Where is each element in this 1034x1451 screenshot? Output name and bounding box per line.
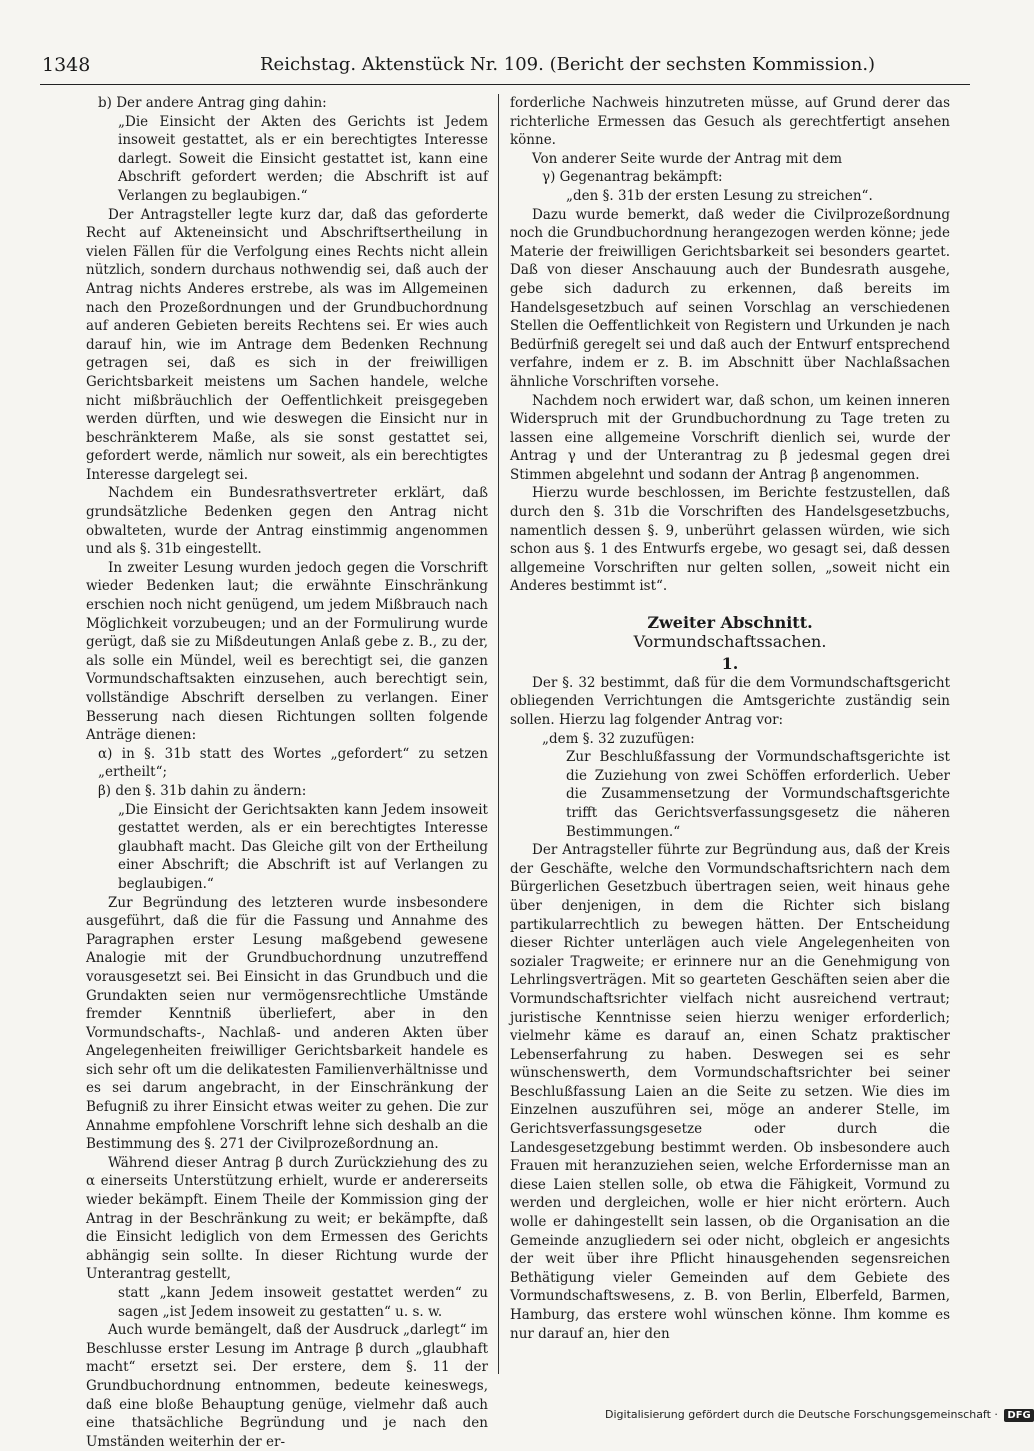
right-column-paragraph: forderliche Nachweis hinzutreten müsse, auf Grund derer das richterliche Ermessen das Gesuch als gerechtfertigt ansehen könne. <box>510 95 950 149</box>
right-column-paragraph: Dazu wurde bemerkt, daß weder die Civilprozeßordnung noch die Grundbuchordnung herangezogen werden könne; jede Materie der freiwilligen Gerichtsbarkeit sei besonders geartet. Daß von dieser Anschauung auch der Bundesrath ausgehe, gebe sich dadurch zu erkennen, daß bereits im Handelsgesetzbuch auf seinen Vorschlag an verschiedenen Stellen die Oeffentlichkeit von Registern und Urkunden je nach Bedürfniß geregelt sei und daß auch der Entwurf entsprechend verfahre, indem er z. B. im Abschnitt über Nachlaßsachen ähnliche Vorschriften vorsehe. <box>510 206 950 390</box>
left-column-paragraph: statt „kann Jedem insoweit gestattet werden“ zu sagen „ist Jedem insoweit zu gestatten“ u. s. w. <box>118 1285 488 1320</box>
right-column-paragraph: „dem §. 32 zuzufügen: <box>542 730 695 747</box>
footer-credit <box>605 1408 1034 1422</box>
left-column-paragraph: „Die Einsicht der Akten des Gerichts ist Jedem insoweit gestattet, als er ein berechtigtes Interesse darlegt. Soweit die Einsicht gestattet ist, kann eine Abschrift gefordert werden; die Abschrift ist auf Verlangen zu beglaubigen.“ <box>118 113 488 204</box>
left-column-paragraph: Auch wurde bemängelt, daß der Ausdruck „darlegt“ im Beschlusse erster Lesung im Antrage β durch „glaubhaft macht“ ersetzt sei. Der erstere, dem §. 11 der Grundbuchordnung entnommen, bedeute keineswegs, daß eine bloße Behauptung genüge, vielmehr daß auch eine thatsächliche Begründung und je nach den Umständen weiterhin der er- <box>86 1322 488 1450</box>
right-column-paragraph: Hierzu wurde beschlossen, im Berichte festzustellen, daß durch den §. 31b die Vorschriften des Handelsgesetzbuchs, namentlich dessen §. 9, unberührt gelassen würden, wie sich schon aus §. 1 des Entwurfs ergebe, wo gesagt sei, daß dessen allgemeine Vorschriften nur gelten sollen, „soweit nicht ein Anderes bestimmt ist“. <box>510 485 950 595</box>
right-column-paragraph: Der Antragsteller führte zur Begründung aus, daß der Kreis der Geschäfte, welche den Vormundschaftsrichtern nach dem Bürgerlichen Gesetzbuch übertragen seien, weit hinaus gehe über denjenigen, in dem die Richter sich bislang partikularrechtlich zu bewegen hätten. Der Entscheidung dieser Richter unterlägen auch viele Angelegenheiten von sozialer Tragweite; er erinnere nur an die Genehmigung von Lehrlingsverträgen. Mit so gearteten Geschäften seien aber die Vormundschaftsrichter vielfach nicht ausreichend vertraut; juristische Kenntnisse seien hierzu weniger erforderlich; vielmehr käme es darauf an, einen Schatz praktischer Lebenserfahrung zu haben. Deswegen sei es sehr wünschenswerth, dem Vormundschaftsrichter bei seiner Beschlußfassung Laien an die Seite zu setzen. Wie dies im Einzelnen auszuführen sei, möge an anderer Stelle, im Gerichtsverfassungsgesetze oder durch die Landesgesetzgebung bestimmt werden. Ob insbesondere auch Frauen mit heranzuziehen seien, welche Erfordernisse man an diese Laien stellen solle, ob etwa die Fähigkeit, Vormund zu werden und dergleichen, wolle er hier nicht erörtern. Auch wolle er dahingestellt sein lassen, ob die Organisation an die Gemeinde anzugliedern sei oder nicht, obgleich er angesichts der weit über ihre Pflicht hinausgehenden segensreichen Bethätigung vieler Gemeinden auf dem Gebiete des Vormundschaftswesens, z. B. von Berlin, Elberfeld, Barmen, Hamburg, das erstere wohl wünschen könne. Ihm komme es nur darauf an, hier den <box>510 842 950 1342</box>
page-header <box>40 54 970 85</box>
left-column-paragraph: Nachdem ein Bundesrathsvertreter erklärt, daß grundsätzliche Bedenken gegen den Antrag nicht obwalteten, wurde der Antrag einstimmig angenommen und als §. 31b eingestellt. <box>86 485 488 558</box>
running-title: Reichstag. Aktenstück Nr. 109. (Bericht der sechsten Kommission.) <box>260 54 876 75</box>
right-column-paragraph: Zweiter Abschnitt. <box>647 613 813 633</box>
right-column-paragraph: „den §. 31b der ersten Lesung zu streichen“. <box>566 187 873 204</box>
page-number: 1348 <box>42 54 91 76</box>
right-column-paragraph: Von anderer Seite wurde der Antrag mit dem <box>532 150 843 167</box>
left-column-paragraph: Der Antragsteller legte kurz dar, daß das geforderte Recht auf Akteneinsicht und Abschriftsertheilung in vielen Fällen für die Verfolgung eines Rechts nicht allein nützlich, sondern durchaus nothwendig sei, daß auch der Antrag nichts Anderes erstrebe, als was im Allgemeinen nach den Prozeßordnungen und der Grundbuchordnung auf anderen Gebieten bereits Rechtens sei. Er wies auch darauf hin, wie im Antrage dem Bedenken Rechnung getragen sei, daß es sich in der freiwilligen Gerichtsbarkeit meistens um Sachen handele, welche nicht mißbräuchlich der Oeffentlichkeit preisgegeben werden dürften, und wie deswegen die Einsicht nur in beschränkterem Maße, als sie sonst gestattet sei, gefordert werde, nämlich nur soweit, als ein berechtigtes Interesse dargelegt sei. <box>86 206 488 483</box>
left-column-paragraph: In zweiter Lesung wurden jedoch gegen die Vorschrift wieder Bedenken laut; die erwähnte Einschränkung erschien noch nicht genügend, um jedem Mißbrauch nach Möglichkeit vorzubeugen; und an der Formulirung wurde gerügt, daß sie zu Mißdeutungen Anlaß gebe z. B., zu der, als solle ein Mündel, weil es berechtigt sei, die ganzen Vormundschaftsakten einzusehen, auch berechtigt sein, vollständige Abschrift derselben zu verlangen. Einer Besserung nach diesen Richtungen sollten folgende Anträge dienen: <box>86 559 488 744</box>
left-column-paragraph: Zur Begründung des letzteren wurde insbesondere ausgeführt, daß die für die Fassung und Annahme des Paragraphen erster Lesung maßgebend gewesene Analogie mit der Grundbuchordnung unzutreffend vorausgesetzt sei. Bei Einsicht in das Grundbuch und die Grundakten seien nur vermögensrechtliche Umstände fremder Kenntniß überliefert, aber in den Vormundschafts-, Nachlaß- und anderen Akten über Angelegenheiten freiwilliger Gerichtsbarkeit handele es sich sehr oft um die delikatesten Familienverhältnisse und es sei darum angebracht, in der Einschränkung der Befugniß zu ihrer Einsicht etwas weiter zu gehen. Die zur Annahme empfohlene Vorschrift lehne sich deshalb an die Bestimmung des §. 271 der Civilprozeßordnung an. <box>86 894 488 1153</box>
footer-text: Digitalisierung gefördert durch die Deutsche Forschungsgemeinschaft · <box>605 1408 998 1421</box>
right-column <box>510 94 950 1384</box>
right-column-paragraph: γ) Gegenantrag bekämpft: <box>542 169 723 186</box>
column-divider <box>498 94 499 1374</box>
right-column-paragraph: Vormundschaftssachen. <box>633 631 827 651</box>
dfg-logo: DFG <box>1004 1409 1033 1422</box>
right-column-paragraph: Nachdem noch erwidert war, daß schon, um keinen inneren Widerspruch mit der Grundbuchordnung zu Tage treten zu lassen eine allgemeine Vorschrift dienlich sei, wurde der Antrag γ und der Unterantrag zu β jedesmal gegen drei Stimmen abgelehnt und sodann der Antrag β angenommen. <box>510 392 950 483</box>
left-column-paragraph: b) Der andere Antrag ging dahin: <box>98 95 327 111</box>
left-column-paragraph: β) den §. 31b dahin zu ändern: <box>98 782 307 799</box>
left-column <box>86 94 488 1450</box>
right-column-paragraph: Der §. 32 bestimmt, daß für die dem Vormundschaftsgericht obliegenden Verrichtungen die Amtsgerichte zuständig sein sollen. Hierzu lag folgender Antrag vor: <box>510 674 950 728</box>
right-column-paragraph: Zur Beschlußfassung der Vormundschaftsgerichte ist die Zuziehung von zwei Schöffen erforderlich. Ueber die Zusammensetzung der Vormundschaftsgerichte trifft das Gerichtsverfassungsgesetz die näheren Bestimmungen.“ <box>566 749 950 840</box>
left-column-paragraph: „Die Einsicht der Gerichtsakten kann Jedem insoweit gestattet werden, als er ein berechtigtes Interesse glaubhaft macht. Das Gleiche gilt von der Ertheilung einer Abschrift; die Abschrift ist auf Verlangen zu beglaubigen.“ <box>118 801 488 892</box>
left-column-paragraph: Während dieser Antrag β durch Zurückziehung des zu α einerseits Unterstützung erhielt, wurde er andererseits wieder bekämpft. Einem Theile der Kommission ging der Antrag in der Beschränkung zu weit; er bekämpfte, daß die Einsicht lediglich von dem Ermessen des Gerichts abhängig sein sollte. In dieser Richtung wurde der Unterantrag gestellt, <box>86 1154 488 1283</box>
left-column-paragraph: α) in §. 31b statt des Wortes „gefordert“ zu setzen „ertheilt“; <box>98 745 488 781</box>
right-column-paragraph: 1. <box>721 654 739 674</box>
